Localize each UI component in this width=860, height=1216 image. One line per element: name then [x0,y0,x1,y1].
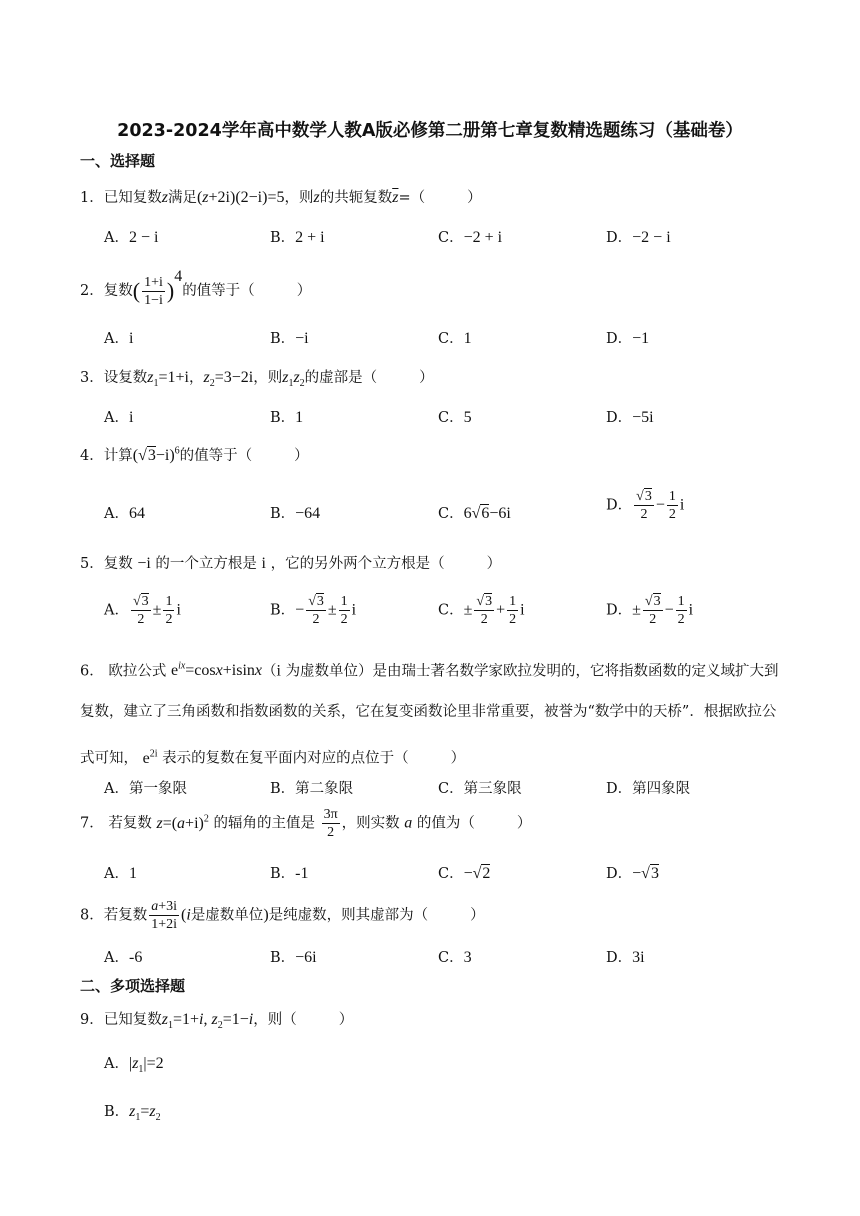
question-6: 6． 欧拉公式 $e^{ix}=\cos x+isinx(i$ 为虚数单位）是由瑞士著名数学家欧拉发明的，它将指数函数的定义域扩大到复数，建立了三角函数和指数函数的关系，它在复变函数论里非常重要，被誉为“数学中的天桥”．根据欧拉公式可知， $e^{2i}$ 表示的复数在复平面内对应的点位于（ ） [80,661,779,767]
q6-option-a[interactable]: A．第一象限 [104,781,187,797]
q3-option-b[interactable]: B．1 [270,409,304,426]
q7-option-c[interactable]: C．−√2 [438,865,491,882]
question-5: 5．复数 −i 的一个立方根是 i ，它的另外两个立方根是（ ） [80,555,502,572]
section-heading-choice: 一、选择题 [80,152,156,170]
q6-option-b[interactable]: B．第二象限 [270,781,354,797]
q5-option-b[interactable]: B．− $\frac{√3}{2}$ ± $\frac{1}{2}$ i [270,594,357,627]
q6-option-d[interactable]: D．第四象限 [606,781,691,797]
q8-option-b[interactable]: B．−6i [270,949,317,966]
question-4: 4．计算$(√3-i)^6$的值等于（ ） [80,445,309,464]
q2-option-b[interactable]: B．−i [270,330,309,347]
q7-option-a[interactable]: A．1 [104,865,137,882]
q2-option-c[interactable]: C．1 [438,330,472,347]
q4-option-b[interactable]: B．−64 [270,505,321,522]
q7-option-d[interactable]: D．−√3 [606,865,659,882]
question-2: 2．复数( $\frac{1+i}{1-i}$ )$^4$的值等于（ ） [80,268,312,308]
question-1: 1．已知复数z满足(z+2i)(2−i)=5，则z的共轭复数$\overline{z}=$（ ） [80,189,482,206]
q8-option-d[interactable]: D．3i [606,949,645,966]
q3-option-a[interactable]: A．i [104,409,134,426]
q1-option-c[interactable]: C．−2 + i [438,229,503,246]
q5-option-a[interactable]: A． $\frac{√3}{2}$ ± $\frac{1}{2}$ i [104,594,181,627]
section-heading-multi: 二、多项选择题 [80,977,186,995]
q5-option-c[interactable]: C．± $\frac{√3}{2}$ + $\frac{1}{2}$ i [438,594,525,627]
q1-option-b[interactable]: B．2 + i [270,229,325,246]
q2-option-d[interactable]: D．−1 [606,330,650,347]
q8-option-c[interactable]: C．3 [438,949,472,966]
q3-option-d[interactable]: D．−5i [606,409,654,426]
question-8: 8．若复数 $\frac{a+3i}{1+2i}$ (i是虚数单位)是纯虚数，则其虚部为（ ） [80,899,485,932]
q6-option-c[interactable]: C．第三象限 [438,781,522,797]
question-9: 9．已知复数$z_1=1+i$, $z_2=1-i$，则（ ） [80,1011,354,1032]
q3-option-c[interactable]: C．5 [438,409,472,426]
question-3: 3．设复数$z_1=1+i$，$z_2=3-2i$，则$z_1z_2$的虚部是（ ） [80,369,434,390]
page-title: 2023-2024学年高中数学人教A版必修第二册第七章复数精选题练习（基础卷） [117,121,743,141]
q9-option-b[interactable]: B．$z_1=z_2$ [104,1103,161,1124]
q1-option-d[interactable]: D．−2 − i [606,229,671,246]
q2-option-a[interactable]: A．i [104,330,134,347]
q1-option-a[interactable]: A．2 − i [104,229,159,246]
q4-option-c[interactable]: C．6√6−6i [438,505,511,522]
question-7: 7． 若复数 $z=(a+i)^2$ 的辐角的主值是 $\frac{3\pi}{2}$ ，则实数 a 的值为（ ） [80,807,532,840]
q4-option-a[interactable]: A．64 [104,505,145,522]
q4-option-d[interactable]: D． $\frac{√3}{2}$ − $\frac{1}{2}$ i [606,489,685,522]
q8-option-a[interactable]: A．-6 [104,949,143,966]
q7-option-b[interactable]: B．-1 [270,865,309,882]
q9-option-a[interactable]: A．$|z_1|=2$ [104,1055,164,1076]
q5-option-d[interactable]: D．± $\frac{√3}{2}$ − $\frac{1}{2}$ i [606,594,694,627]
